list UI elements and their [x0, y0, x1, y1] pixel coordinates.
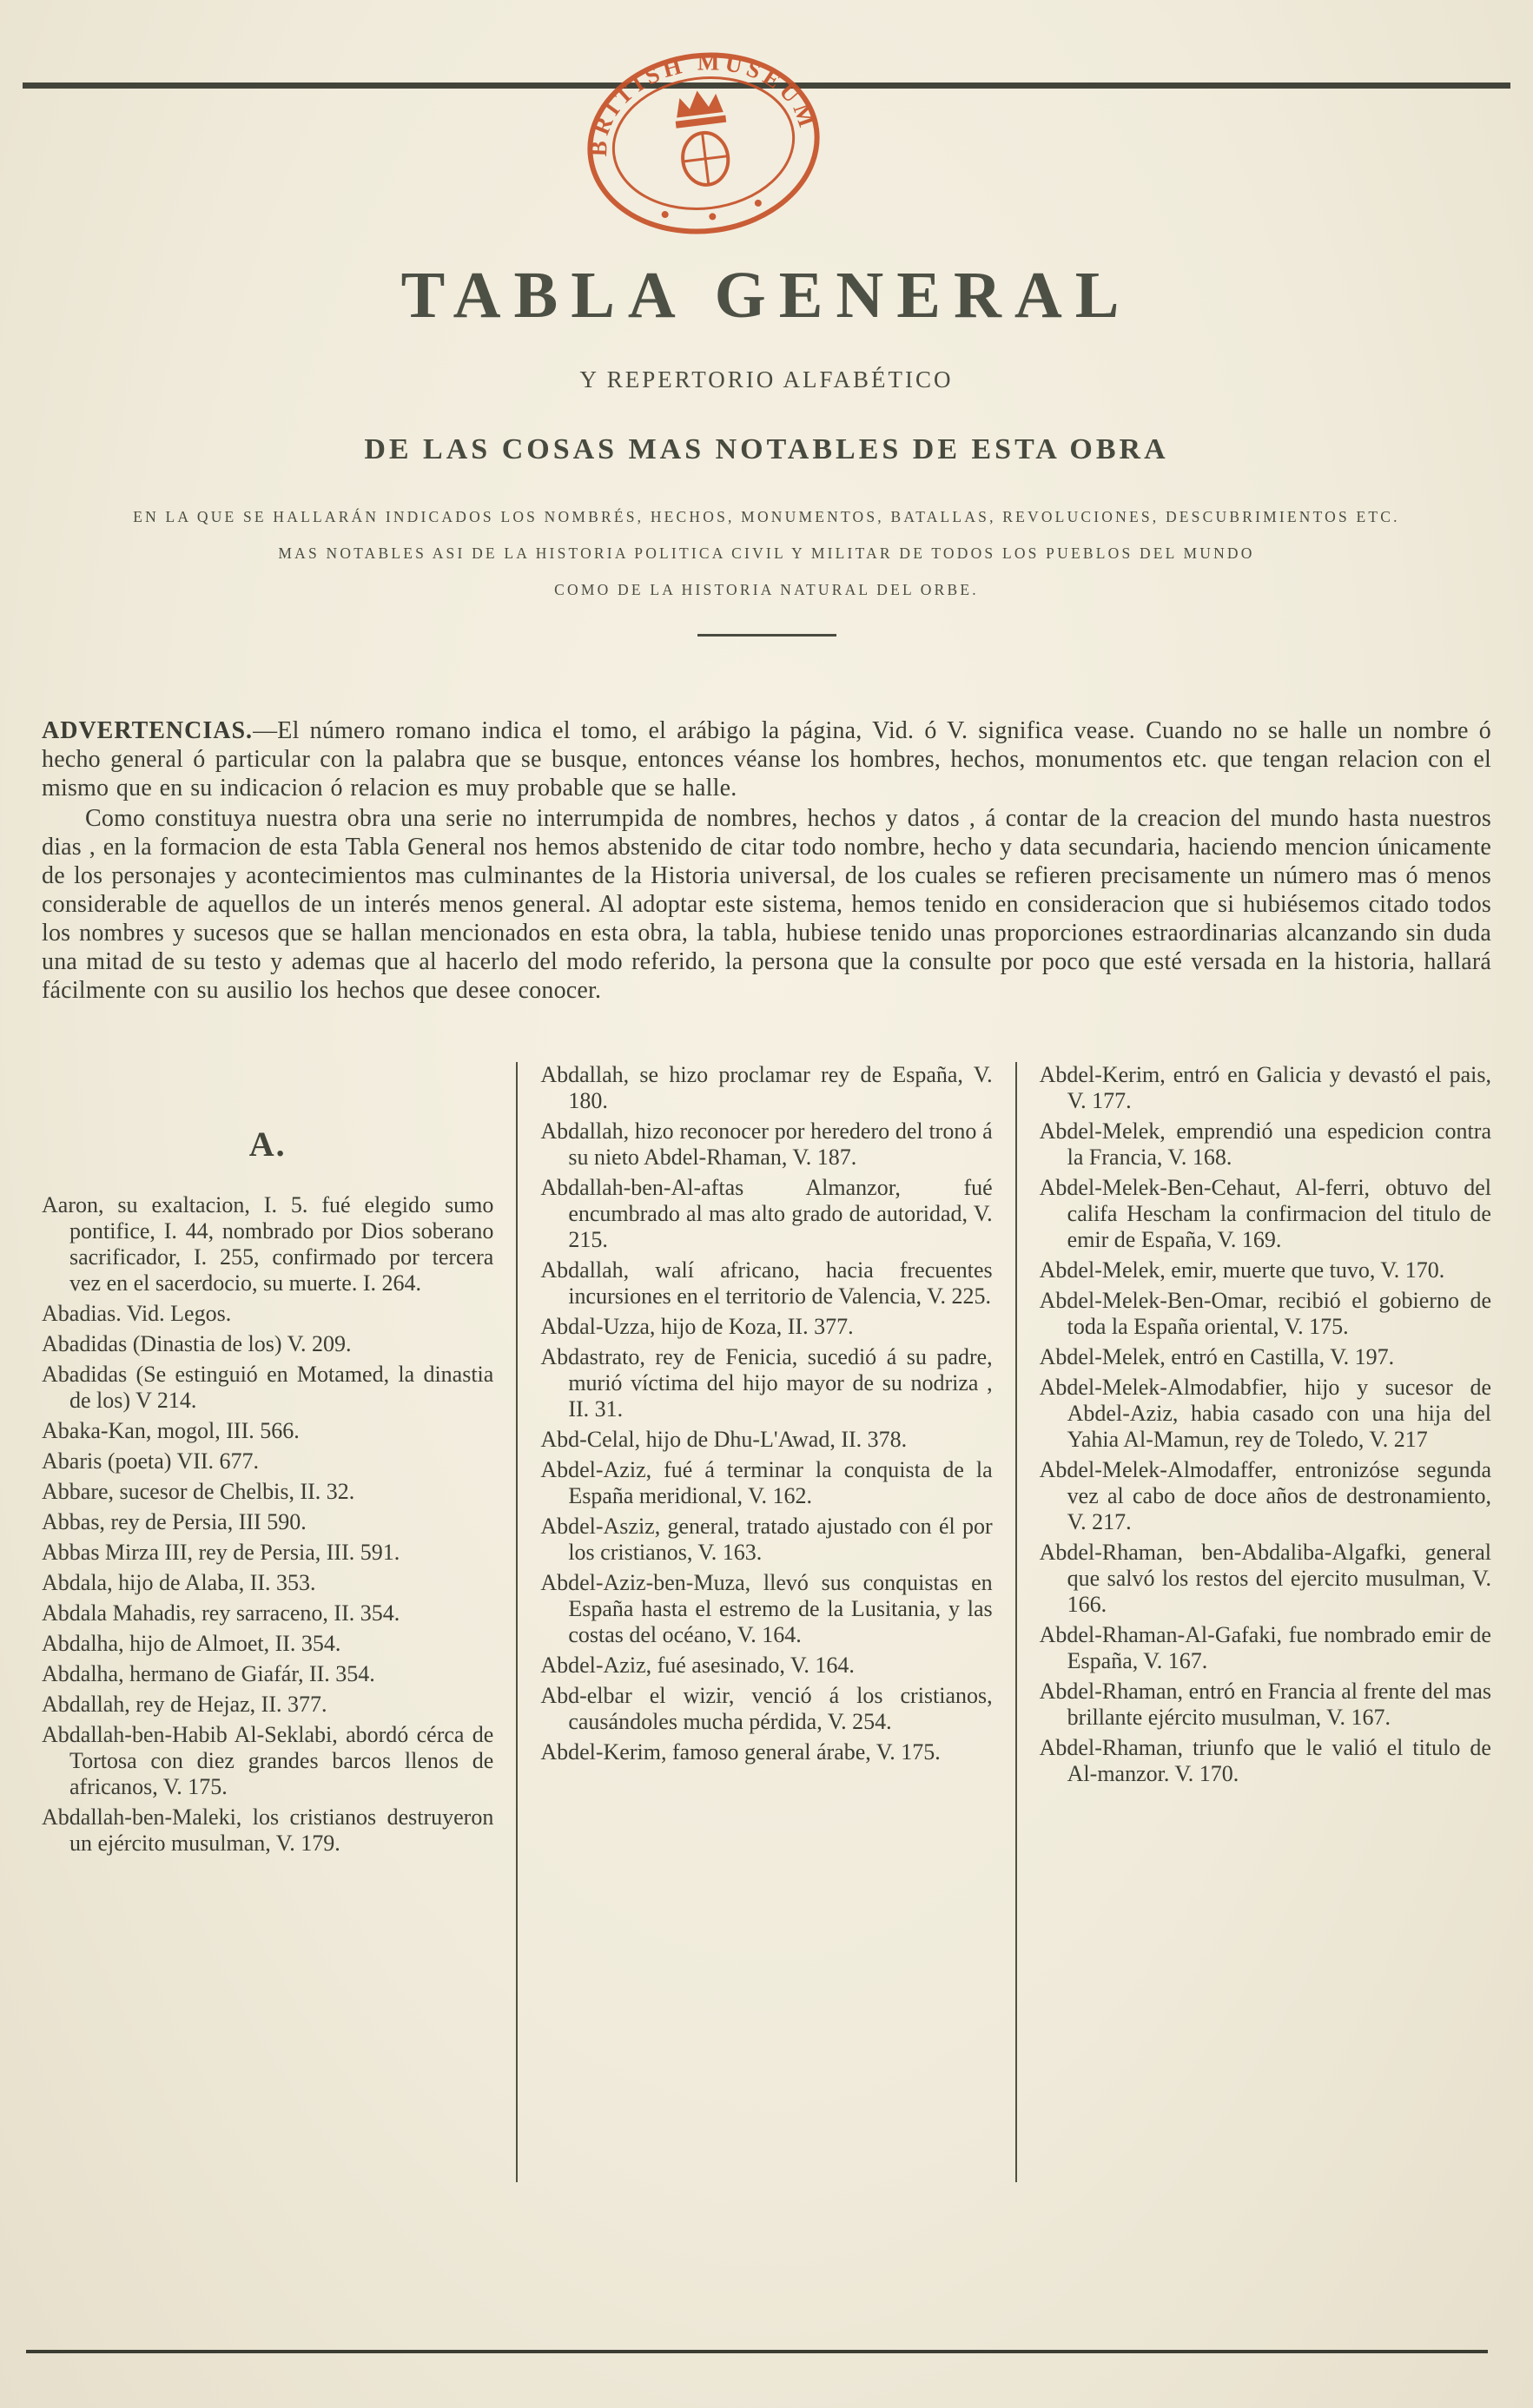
- advertencias-text: —El número romano indica el tomo, el arábigo la página, Vid. ó V. significa vease. Cuando no se halle un nombre ó hecho general ó particular con la palabra que se busque, entonces véanse los hombres, hechos, monumentos etc. que tengan relacion con el mismo que en su indicacion ó relacion es muy probable que se halle.: [42, 717, 1491, 802]
- british-museum-stamp-graphic: [577, 33, 830, 254]
- index-entry: Abbas Mirza III, rey de Persia, III. 591.: [42, 1540, 400, 1565]
- description-block: [42, 508, 1491, 599]
- index-entry: Abadidas (Dinastia de los) V. 209.: [42, 1331, 352, 1356]
- index-entry: Abdel-Aziz, fué á terminar la conquista de la España meridional, V. 162.: [540, 1457, 993, 1508]
- advertencias-paragraph: [42, 716, 1491, 802]
- index-entry: Abdel-Rhaman, ben-Abdaliba-Algafki, general que salvó los restos del ejercito musulman, V. 166.: [1039, 1540, 1491, 1617]
- index-entry: Abadias. Vid. Legos.: [42, 1301, 232, 1326]
- index-entry: Aaron, su exaltacion, I. 5. fué elegido sumo pontifice, I. 44, nombrado por Dios soberano sacrificador, I. 255, confirmado por tercera vez en el sacerdocio, su muerte. I. 264.: [42, 1192, 494, 1296]
- preface-paragraphs: [42, 716, 1491, 1005]
- index-entry: Abdel-Kerim, entró en Galicia y devastó el pais, V. 177.: [1039, 1062, 1491, 1113]
- index-column-3: [1015, 1062, 1491, 2182]
- index-column-2: [516, 1062, 1014, 2182]
- index-entries-column-3: [1040, 1062, 1491, 1787]
- index-entry: Abdel-Aziz-ben-Muza, llevó sus conquistas en España hasta el estremo de la Lusitania, y las costas del océano, V. 164.: [540, 1570, 993, 1647]
- index-column-1: [42, 1062, 516, 2182]
- index-entry: Abdala, hijo de Alaba, II. 353.: [42, 1570, 316, 1595]
- index-entries-column-1: [42, 1192, 493, 1857]
- advertencias-lead: ADVERTENCIAS.: [42, 717, 254, 744]
- index-entry: Abdalha, hermano de Giafár, II. 354.: [42, 1661, 375, 1686]
- crown-icon: [672, 88, 726, 129]
- index-entry: Abdel-Melek-Almodaffer, entronizóse segunda vez al cabo de doce años de destronamiento, V. 217.: [1039, 1457, 1491, 1534]
- index-entry: Abdel-Melek, emprendió una espedicion contra la Francia, V. 168.: [1039, 1118, 1491, 1170]
- section-letter-a: A.: [248, 1125, 287, 1164]
- index-entry: Abdala Mahadis, rey sarraceno, II. 354.: [42, 1600, 400, 1626]
- subtitle-alphabetical-repertory: Y REPERTORIO ALFABÉTICO: [579, 366, 954, 393]
- description-line-3: COMO DE LA HISTORIA NATURAL DEL ORBE.: [554, 581, 979, 598]
- index-entry: Abdel-Melek-Almodabfier, hijo y sucesor de Abdel-Aziz, habia casado con una hija del Yahia Al-Mamun, rey de Toledo, V. 217: [1039, 1375, 1491, 1452]
- index-entry: Abdel-Melek, emir, muerte que tuvo, V. 170.: [1039, 1257, 1445, 1283]
- index-entry: Abaris (poeta) VII. 677.: [42, 1448, 260, 1474]
- index-entry: Abd-elbar el wizir, venció á los cristianos, causándoles mucha pérdida, V. 254.: [540, 1683, 993, 1734]
- index-entry: Abdallah, walí africano, hacia frecuentes incursiones en el territorio de Valencia, V. 225.: [540, 1257, 993, 1309]
- index-entry: Abdel-Melek-Ben-Omar, recibió el gobierno de toda la España oriental, V. 175.: [1039, 1288, 1491, 1339]
- index-entry: Abdalha, hijo de Almoet, II. 354.: [42, 1631, 341, 1656]
- index-entry: Abd-Celal, hijo de Dhu-L'Awad, II. 378.: [540, 1427, 908, 1452]
- header-divider: [697, 634, 836, 637]
- index-entry: Abdel-Rhaman, triunfo que le valió el titulo de Al-manzor. V. 170.: [1039, 1735, 1491, 1786]
- index-entry: Abdallah, hizo reconocer por heredero del trono á su nieto Abdel-Rhaman, V. 187.: [540, 1118, 993, 1170]
- index-entry: Abdallah, rey de Hejaz, II. 377.: [42, 1692, 327, 1717]
- index-entry: Abdallah-ben-Al-aftas Almanzor, fué encumbrado al mas alto grado de autoridad, V. 215.: [540, 1175, 993, 1252]
- index-entries-column-2: [540, 1062, 992, 1765]
- index-entry: Abdel-Aziz, fué asesinado, V. 164.: [540, 1653, 855, 1678]
- intro-paragraph: Como constituya nuestra obra una serie no interrumpida de nombres, hechos y datos , á contar de la creacion del mundo hasta nuestros dias , en la formacion de esta Tabla General nos hemos abstenido de citar todo nombre, hecho y data secundaria, haciendo mencion únicamente de los personajes y acontecimientos mas culminantes de la Historia universal, de los cuales se refieren precisamente un número mas ó menos considerable de aquellos de un interés menos general. Al adoptar este sistema, hemos tenido en consideracion que si hubiésemos citado todos los nombres y sucesos que se hallan mencionados en esta obra, la tabla, hubiese tenido unas proporciones estraordinarias alcanzando sin duda una mitad de su testo y ademas que al hacerlo del modo referido, la persona que la consulte por poco que esté versada en la historia, hallará fácilmente con su ausilio los hechos que desee conocer.: [42, 805, 1491, 1004]
- subtitle-notable-things: DE LAS COSAS MAS NOTABLES DE ESTA OBRA: [364, 433, 1169, 465]
- index-entry: Abdel-Kerim, famoso general árabe, V. 175.: [540, 1739, 941, 1765]
- stamp-text: BRITISH MUSEUM: [585, 49, 822, 157]
- index-entry: Abaka-Kan, mogol, III. 566.: [42, 1418, 300, 1443]
- index-entry: Abbare, sucesor de Chelbis, II. 32.: [42, 1479, 355, 1504]
- index-entry: Abdallah-ben-Maleki, los cristianos destruyeron un ejército musulman, V. 179.: [42, 1804, 494, 1856]
- index-entry: Abdallah, se hizo proclamar rey de España, V. 180.: [540, 1062, 993, 1113]
- index-entry: Abdel-Rhaman, entró en Francia al frente del mas brillante ejército musulman, V. 167.: [1039, 1679, 1491, 1730]
- index-entry: Abdel-Melek, entró en Castilla, V. 197.: [1039, 1344, 1395, 1369]
- index-entry: Abdal-Uzza, hijo de Koza, II. 377.: [540, 1314, 854, 1339]
- index-entry: Abdallah-ben-Habib Al-Seklabi, abordó cérca de Tortosa con diez grandes barcos llenos de africanos, V. 175.: [42, 1722, 494, 1799]
- index-entry: Abdel-Melek-Ben-Cehaut, Al-ferri, obtuvo del califa Hescham la confirmacion del titulo de emir de España, V. 169.: [1039, 1175, 1491, 1252]
- page-title: TABLA GENERAL: [400, 259, 1133, 332]
- british-museum-stamp: [577, 33, 830, 254]
- index-entry: Abdastrato, rey de Fenicia, sucedió á su padre, murió víctima del hijo mayor de su nodriza , II. 31.: [540, 1344, 993, 1422]
- description-line-1: EN LA QUE SE HALLARÁN INDICADOS LOS NOMBRÉS, HECHOS, MONUMENTOS, BATALLAS, REVOLUCIONES, DESCUBRIMIENTOS ETC.: [133, 508, 1400, 525]
- shield-icon: [680, 130, 731, 188]
- bottom-rule: [26, 2350, 1488, 2353]
- index-entry: Abadidas (Se estinguió en Motamed, la dinastia de los) V 214.: [42, 1362, 494, 1413]
- index-entry: Abdel-Asziz, general, tratado ajustado con él por los cristianos, V. 163.: [540, 1514, 993, 1565]
- description-line-2: MAS NOTABLES ASI DE LA HISTORIA POLITICA CIVIL Y MILITAR DE TODOS LOS PUEBLOS DEL MUNDO: [278, 544, 1255, 562]
- index-entry: Abbas, rey de Persia, III 590.: [42, 1509, 307, 1534]
- alphabetical-index: [42, 1062, 1491, 2182]
- index-entry: Abdel-Rhaman-Al-Gafaki, fue nombrado emir de España, V. 167.: [1039, 1622, 1491, 1673]
